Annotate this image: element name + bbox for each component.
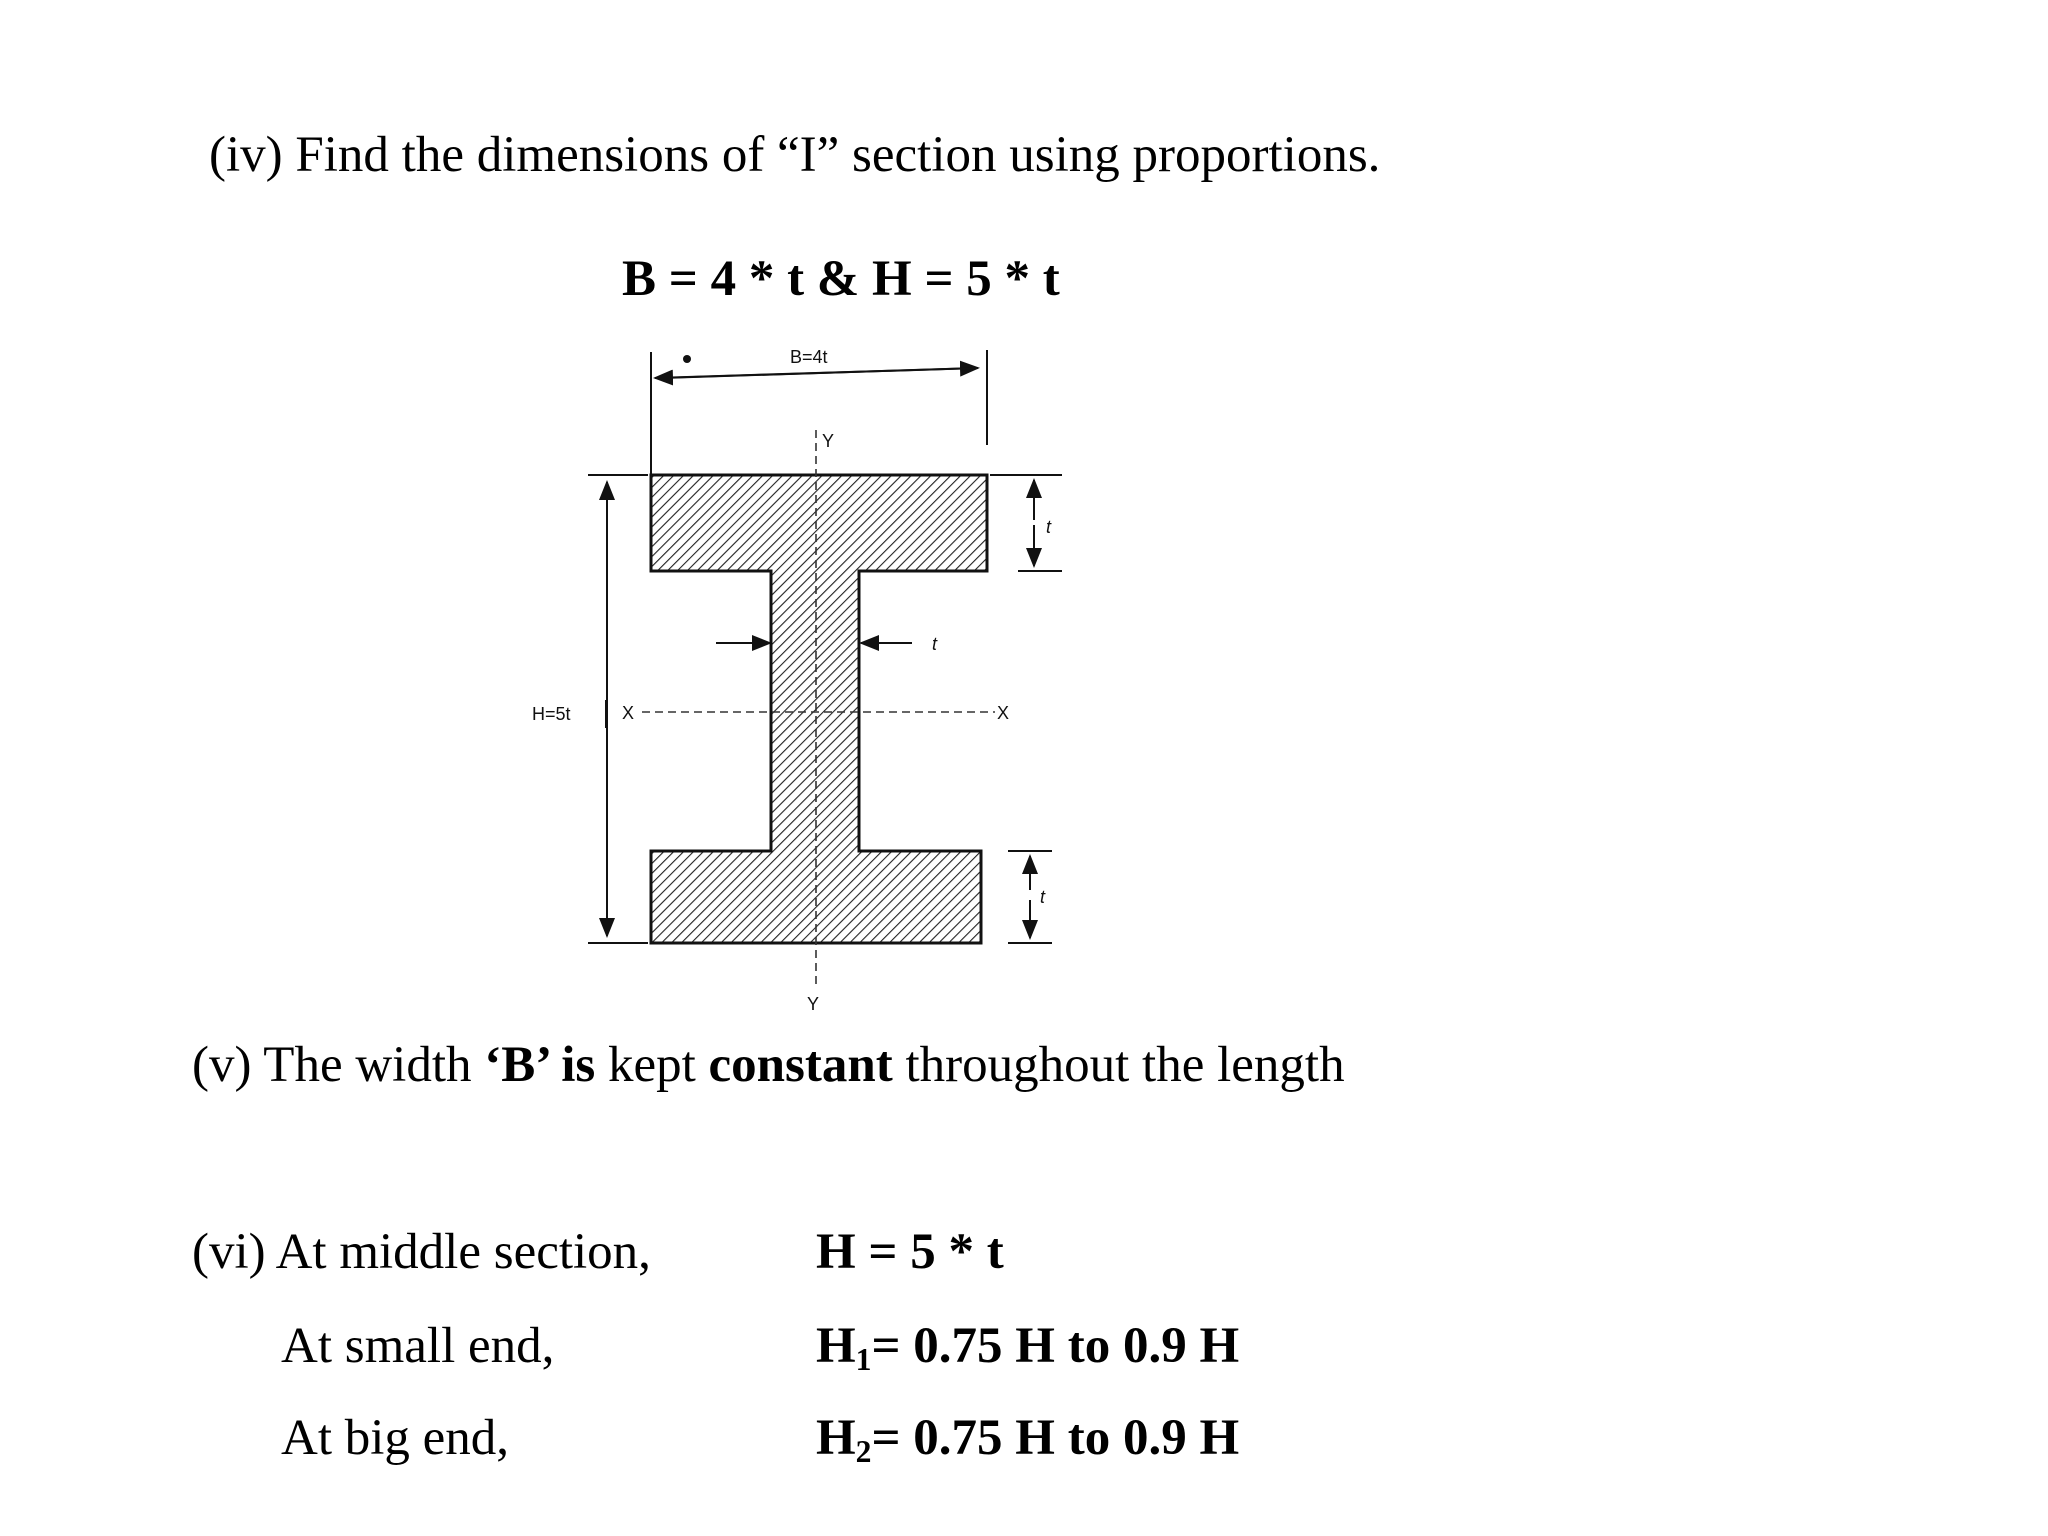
x-label-left: X [622, 703, 635, 723]
big-end-var: H [816, 1410, 856, 1466]
y-label-top: Y [822, 431, 835, 451]
x-label-right: X [997, 703, 1010, 723]
item-v-text [192, 1037, 1345, 1093]
t-web-label: t [932, 634, 938, 654]
big-end-rest: = 0.75 H to 0.9 H [871, 1410, 1240, 1466]
small-end-formula [816, 1318, 1240, 1377]
item-v-part3: throughout the length [892, 1037, 1345, 1093]
t-bottom-label: t [1040, 887, 1046, 907]
t-top-label: t [1046, 517, 1052, 537]
h-label: H=5t [532, 704, 571, 724]
big-end-label: At big end, [281, 1410, 510, 1466]
small-end-subscript: 1 [855, 1341, 872, 1377]
item-iv-formula: B = 4 * t & H = 5 * t [622, 251, 1060, 307]
item-v-bold-constant: constant [708, 1037, 893, 1093]
b-dimension-line-left [655, 368, 978, 378]
small-end-rest: = 0.75 H to 0.9 H [871, 1318, 1240, 1374]
item-vi-label: (vi) At middle section, [192, 1224, 651, 1280]
y-label-bottom: Y [807, 994, 820, 1014]
b-label: B=4t [790, 347, 828, 367]
dot-mark [683, 355, 691, 363]
item-v-part1: (v) The width [192, 1037, 485, 1093]
small-end-var: H [816, 1318, 856, 1374]
item-v-part2: kept [595, 1037, 709, 1093]
small-end-label: At small end, [281, 1318, 555, 1374]
item-iv-text: (iv) Find the dimensions of “I” section using proportions. [209, 127, 1381, 183]
big-end-subscript: 2 [855, 1433, 872, 1469]
item-vi-formula: H = 5 * t [816, 1224, 1004, 1280]
i-section-shape [651, 475, 987, 943]
big-end-formula [816, 1410, 1240, 1469]
item-v-bold-b: ‘B’ is [484, 1037, 596, 1093]
